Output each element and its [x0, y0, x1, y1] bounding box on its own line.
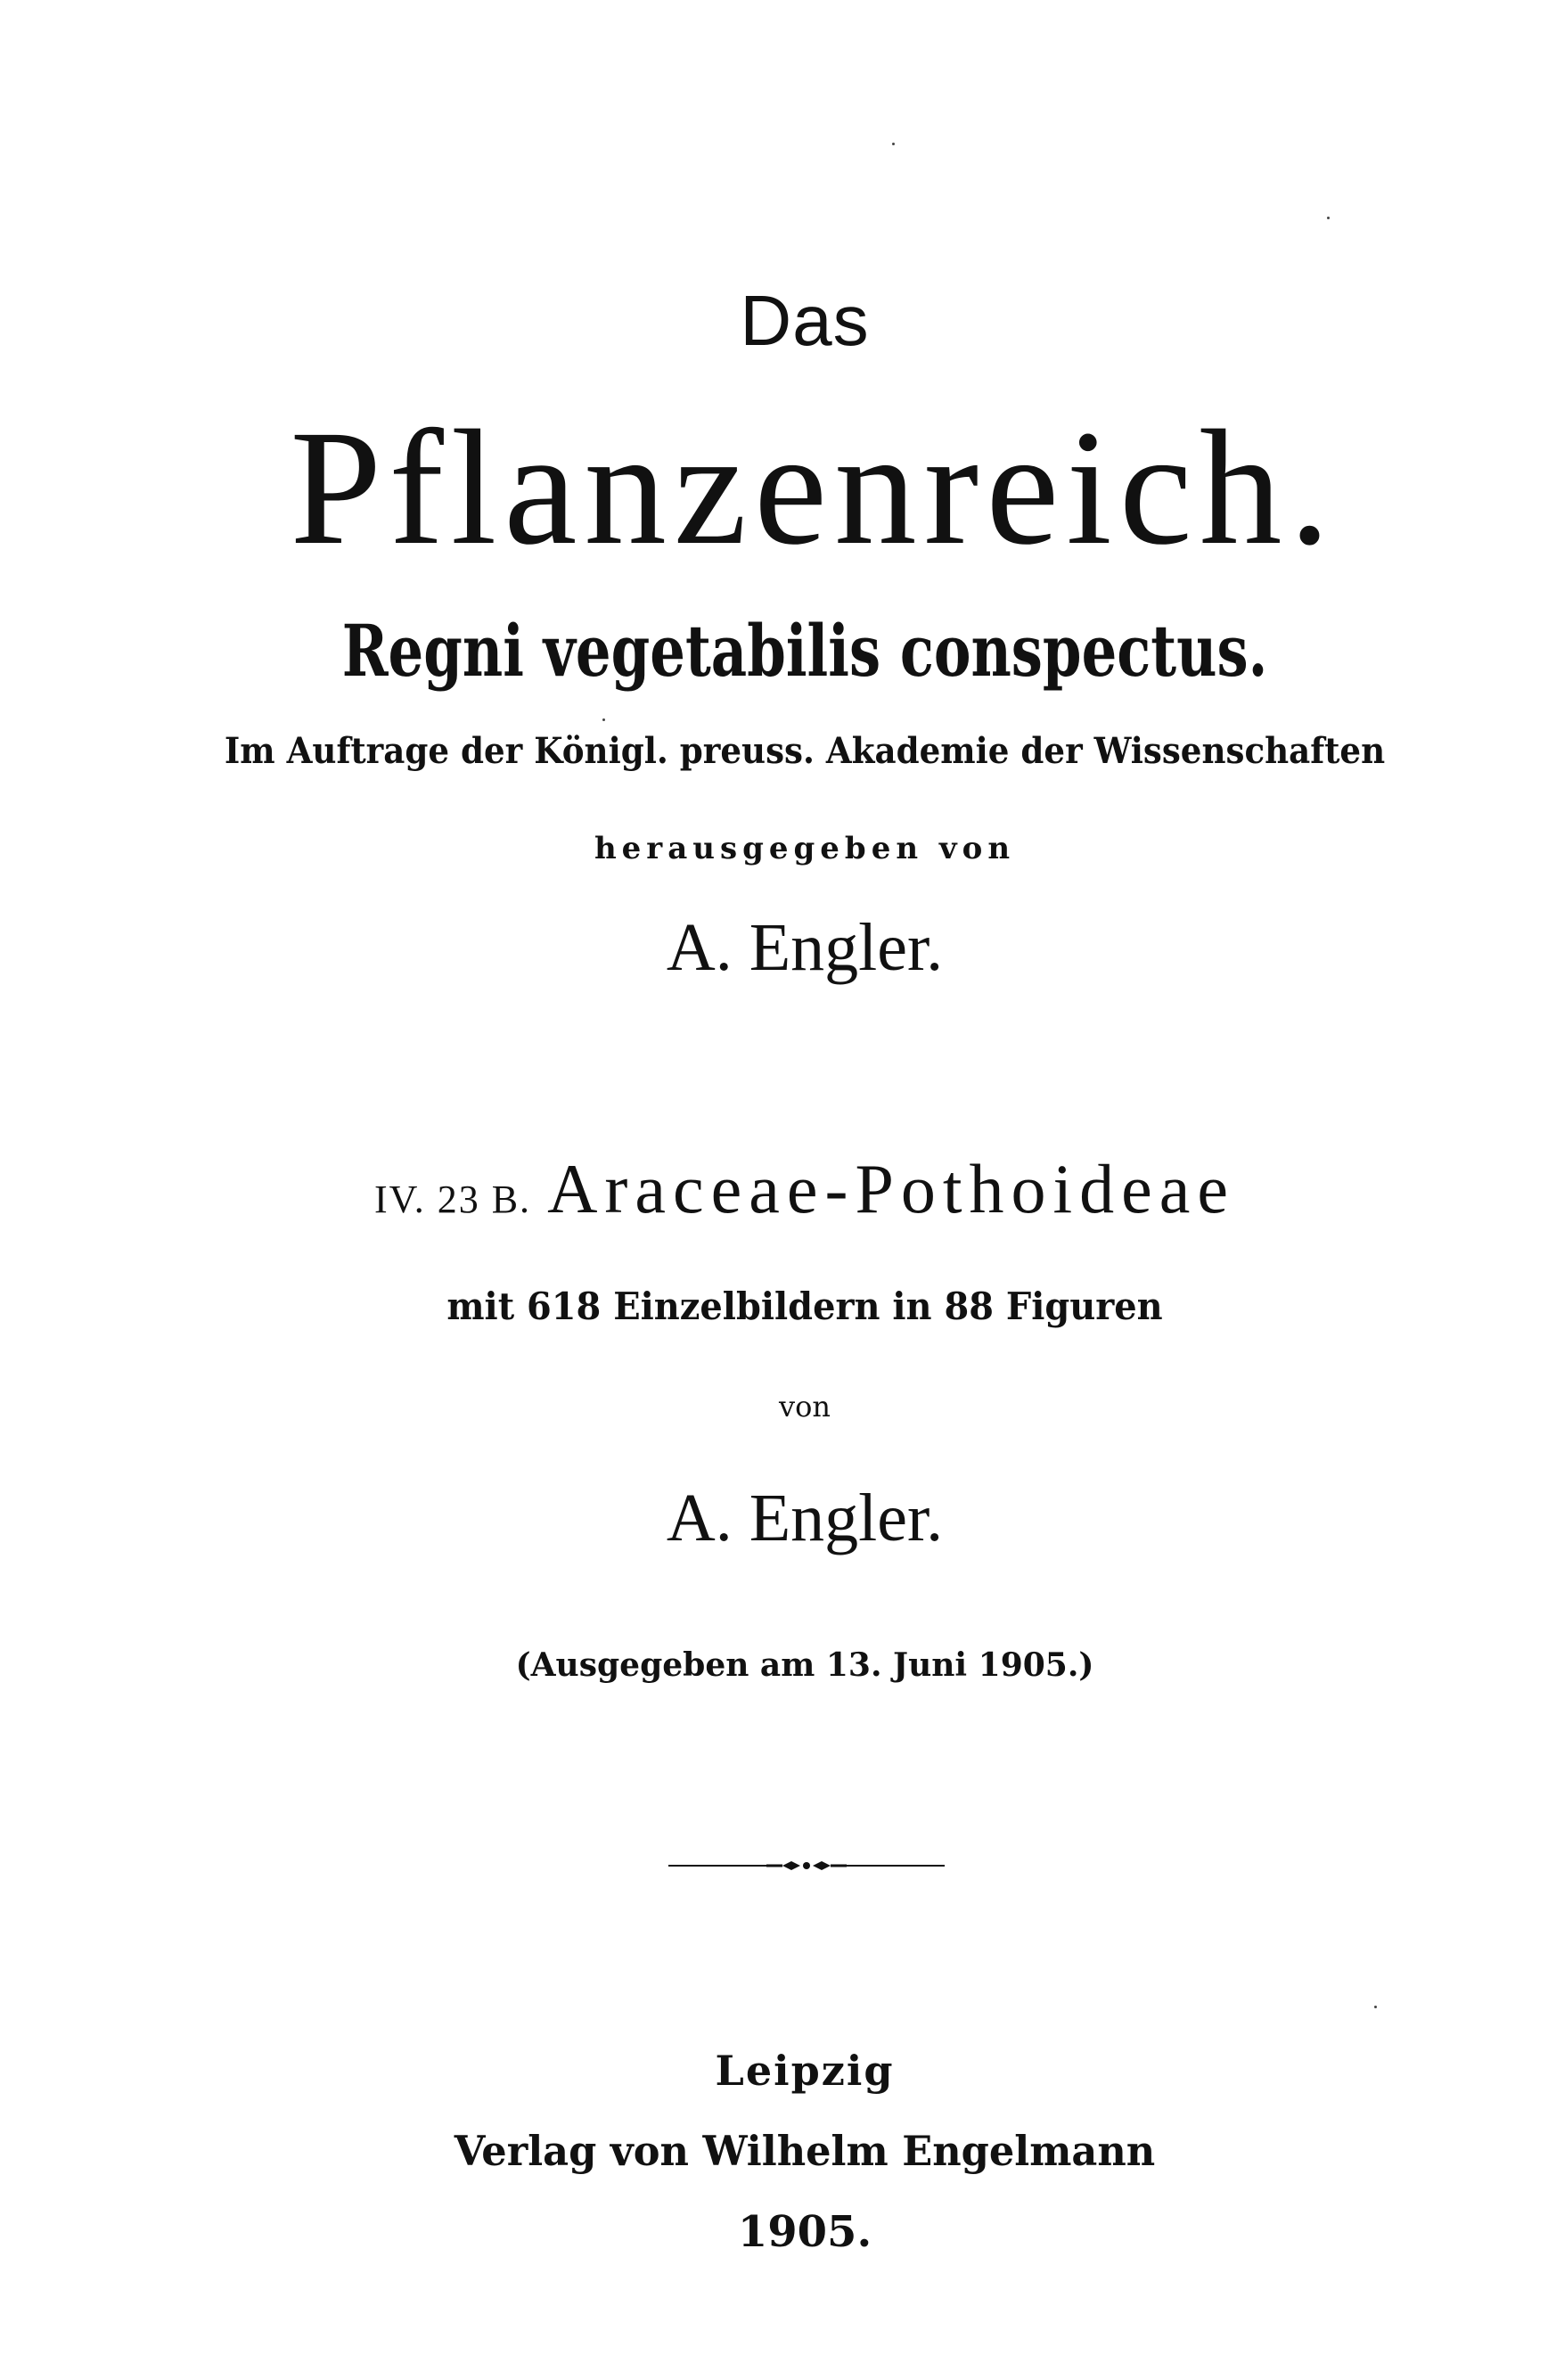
part-title: Araceae-Pothoideae [547, 1150, 1236, 1227]
publisher-line: Verlag von Wilhelm Engelmann [454, 2127, 1156, 2175]
paper-speck [1327, 217, 1330, 219]
publication-year: 1905. [737, 2207, 872, 2257]
paper-speck [892, 143, 895, 145]
publication-place: Leipzig [715, 2047, 895, 2095]
heading-das: Das [740, 281, 870, 360]
illustrations-note: mit 618 Einzelbildern in 88 Figuren [446, 1284, 1163, 1328]
by-label: von [779, 1390, 831, 1424]
subtitle: Regni vegetabilis conspectus. [341, 609, 1268, 693]
issue-date: (Ausgegeben am 13. Juni 1905.) [515, 1646, 1094, 1684]
part-heading [27, 1150, 1556, 1227]
edited-by-label: herausgegeben von [594, 831, 1016, 866]
paper-speck [602, 718, 605, 721]
commission-line: Im Auftrage der Königl. preuss. Akademie der Wissenschaften [224, 730, 1386, 772]
author-name: A. Engler. [666, 1481, 944, 1555]
main-title: Pflanzenreich. [290, 397, 1338, 579]
paper-speck [1374, 2006, 1377, 2008]
editor-name: A. Engler. [666, 910, 944, 985]
part-number: IV. 23 B. [373, 1178, 532, 1221]
ornamental-rule [668, 1859, 945, 1872]
